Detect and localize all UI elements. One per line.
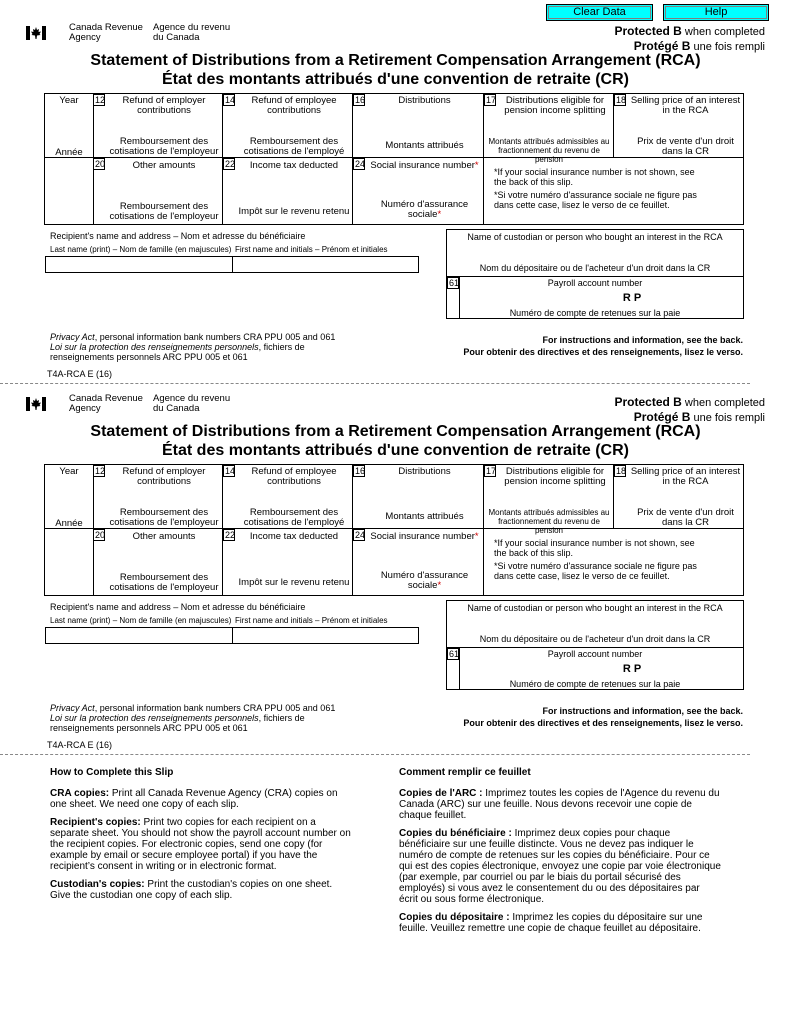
first-name-label: First name and initials – Prénom et initiales	[235, 245, 388, 254]
first-name-input[interactable]	[232, 627, 419, 644]
box-12-label: Refund of employer contributions	[122, 95, 206, 116]
box-12-label: Refund of employer contributions	[122, 466, 206, 487]
box-22-number: 22	[225, 159, 236, 169]
box-22-label: Income tax deducted	[249, 160, 339, 171]
privacy-notice: Privacy Act, personal information bank numbers CRA PPU 005 and 061 Loi sur la protection des renseignements personnels, fichiers de renseignements personnels ARC PPU 005 et 061	[50, 703, 336, 733]
box-16-label: Distributions	[398, 95, 451, 106]
box-16-label: Distributions	[398, 466, 451, 477]
box-14-label-fr: Remboursement des cotisations de l'employé	[243, 507, 345, 528]
rp-label: R P	[622, 292, 642, 304]
clear-data-button[interactable]: Clear Data	[546, 4, 653, 21]
agency-name-en: Canada Revenue Agency	[69, 22, 143, 43]
recipient-label: Recipient's name and address – Nom et adresse du bénéficiaire	[50, 602, 306, 612]
box-14-number: 14	[225, 466, 236, 476]
box-12-number: 12	[95, 95, 106, 105]
box-17-label-fr: Montants attribués admissibles au fractionnement du revenu de pension	[488, 137, 610, 164]
box-16-number: 16	[355, 466, 366, 476]
box-14-label-fr: Remboursement des cotisations de l'employé	[243, 136, 345, 157]
box-14-label: Refund of employee contributions	[251, 95, 337, 116]
year-label: Year	[59, 95, 79, 106]
help-button[interactable]: Help	[663, 4, 769, 21]
box-18-label: Selling price of an interest in the RCA	[630, 466, 741, 487]
instructions-heading-fr: Comment remplir ce feuillet	[399, 767, 531, 778]
box-24-label: Social insurance number*	[370, 160, 479, 171]
box-22-label-fr: Impôt sur le revenu retenu	[238, 577, 350, 588]
form-title-en: Statement of Distributions from a Retirement Compensation Arrangement (RCA)	[90, 52, 701, 69]
box-18-label-fr: Prix de vente d'un droit dans la CR	[637, 136, 734, 157]
canada-flag-icon	[26, 397, 46, 411]
payroll-label: Payroll account number	[547, 278, 643, 288]
instructions-heading: How to Complete this Slip	[50, 767, 174, 778]
box-20-number: 20	[95, 159, 106, 169]
first-name-label: First name and initials – Prénom et initiales	[235, 616, 388, 625]
box-22-label-fr: Impôt sur le revenu retenu	[238, 206, 350, 217]
agency-name-fr: Agence du revenu du Canada	[153, 393, 231, 414]
box-16-number: 16	[355, 95, 366, 105]
privacy-notice: Privacy Act, personal information bank numbers CRA PPU 005 and 061 Loi sur la protection des renseignements personnels, fichiers de renseignements personnels ARC PPU 005 et 061	[50, 332, 336, 362]
see-back-notice: For instructions and information, see the back. Pour obtenir des directives et des renseignements, lisez le verso.	[463, 706, 743, 728]
agency-name-en: Canada Revenue Agency	[69, 393, 143, 414]
custodian-box[interactable]	[446, 229, 744, 319]
box-24-number: 24	[355, 530, 366, 540]
depositaire-copies-text: Copies du dépositaire : Imprimez les copies du dépositaire sur une feuille. Veuillez remettre une copie de chaque feuillet au dépositaire.	[399, 912, 703, 934]
custodian-label: Name of custodian or person who bought an interest in the RCA	[467, 232, 723, 242]
custodian-label: Name of custodian or person who bought an interest in the RCA	[467, 603, 723, 613]
form-id: T4A-RCA E (16)	[47, 369, 113, 379]
agency-name-fr: Agence du revenu du Canada	[153, 22, 231, 43]
box-22-number: 22	[225, 530, 236, 540]
box-20-label: Other amounts	[132, 160, 196, 171]
sin-note-en: *If your social insurance number is not shown, see the back of this slip.	[494, 167, 695, 187]
rp-label: R P	[622, 663, 642, 675]
cra-copies-text: CRA copies: Print all Canada Revenue Agency (CRA) copies on one sheet. We need one copy of each slip.	[50, 788, 338, 810]
box-16-label-fr: Montants attribués	[385, 140, 464, 151]
box-22-label: Income tax deducted	[249, 531, 339, 542]
slip-copy-1	[0, 0, 791, 380]
custodian-label-fr: Nom du dépositaire ou de l'acheteur d'un droit dans la CR	[479, 263, 711, 273]
payroll-label-fr: Numéro de compte de retenues sur la paie	[509, 308, 681, 318]
beneficiaire-copies-text: Copies du bénéficiaire : Imprimez deux copies pour chaque bénéficiaire sur une feuille distincte. Vous ne devez pas indiquer le numéro de compte de retenues sur les copies du bénéficiaire. Pour ce qui est des copies électronique, envoyez une copie par voie électronique (par exemple, par courriel ou par le biais du portail sécurisé des employés) si vous avez le consentement du ou des dépositaires par écrit ou sous forme électronique.	[399, 828, 721, 905]
box-61-number: 61	[449, 649, 460, 659]
box-14-number: 14	[225, 95, 236, 105]
canada-flag-icon	[26, 26, 46, 40]
first-name-input[interactable]	[232, 256, 419, 273]
sin-note-en: *If your social insurance number is not shown, see the back of this slip.	[494, 538, 695, 558]
protected-b-label: Protected B when completed Protégé B une fois rempli	[614, 24, 765, 53]
box-20-label: Other amounts	[132, 531, 196, 542]
box-16-label-fr: Montants attribués	[385, 511, 464, 522]
form-title-fr: État des montants attribués d'une convention de retraite (CR)	[162, 442, 629, 459]
box-20-label-fr: Remboursement des cotisations de l'employeur	[109, 572, 219, 593]
box-18-label: Selling price of an interest in the RCA	[630, 95, 741, 116]
box-17-label-fr: Montants attribués admissibles au fractionnement du revenu de pension	[488, 508, 610, 535]
last-name-label: Last name (print) – Nom de famille (en majuscules)	[50, 245, 232, 254]
box-61-number: 61	[449, 278, 460, 288]
custodian-label-fr: Nom du dépositaire ou de l'acheteur d'un droit dans la CR	[479, 634, 711, 644]
box-18-label-fr: Prix de vente d'un droit dans la CR	[637, 507, 734, 528]
sin-note-fr: *Si votre numéro d'assurance sociale ne figure pas dans cette case, lisez le verso de ce feuillet.	[494, 561, 697, 581]
box-24-label-fr: Numéro d'assurance sociale*	[380, 570, 469, 591]
see-back-notice: For instructions and information, see the back. Pour obtenir des directives et des renseignements, lisez le verso.	[463, 335, 743, 357]
box-17-label: Distributions eligible for pension income splitting	[504, 95, 606, 116]
sin-note-fr: *Si votre numéro d'assurance sociale ne figure pas dans cette case, lisez le verso de ce feuillet.	[494, 190, 697, 210]
payroll-label: Payroll account number	[547, 649, 643, 659]
recipient-label: Recipient's name and address – Nom et adresse du bénéficiaire	[50, 231, 306, 241]
payroll-label-fr: Numéro de compte de retenues sur la paie	[509, 679, 681, 689]
year-label-fr: Année	[55, 518, 83, 529]
box-24-number: 24	[355, 159, 366, 169]
box-12-label-fr: Remboursement des cotisations de l'employeur	[109, 136, 219, 157]
custodian-copies-text: Custodian's copies: Print the custodian's copies on one sheet. Give the custodian one copy of each slip.	[50, 879, 333, 901]
box-20-number: 20	[95, 530, 106, 540]
last-name-input[interactable]	[45, 256, 233, 273]
recipient-copies-text: Recipient's copies: Print two copies for each recipient on a separate sheet. You should not show the payroll account number on the recipient copies. For electronic copies, send one copy (for example by email or secure employee portal) if you have the recipient’s consent in writing or in electronic format.	[50, 817, 351, 872]
slip-copy-2	[0, 371, 791, 751]
box-24-label-fr: Numéro d'assurance sociale*	[380, 199, 469, 220]
year-label-fr: Année	[55, 147, 83, 158]
last-name-input[interactable]	[45, 627, 233, 644]
box-17-label: Distributions eligible for pension income splitting	[504, 466, 606, 487]
box-14-label: Refund of employee contributions	[251, 466, 337, 487]
box-20-label-fr: Remboursement des cotisations de l'employeur	[109, 201, 219, 222]
box-18-number: 18	[616, 95, 627, 105]
arc-copies-text: Copies de l'ARC : Imprimez toutes les copies de l'Agence du revenu du Canada (ARC) sur une feuille. Nous devons recevoir une copie de chaque feuillet.	[399, 788, 720, 821]
box-18-number: 18	[616, 466, 627, 476]
form-title-fr: État des montants attribués d'une convention de retraite (CR)	[162, 71, 629, 88]
box-17-number: 17	[486, 95, 497, 105]
year-label: Year	[59, 466, 79, 477]
box-17-number: 17	[486, 466, 497, 476]
instructions-english	[50, 767, 355, 908]
form-id: T4A-RCA E (16)	[47, 740, 113, 750]
box-24-label: Social insurance number*	[370, 531, 479, 542]
last-name-label: Last name (print) – Nom de famille (en majuscules)	[50, 616, 232, 625]
custodian-box[interactable]	[446, 600, 744, 690]
protected-b-label: Protected B when completed Protégé B une fois rempli	[614, 395, 765, 424]
instructions-french	[399, 767, 721, 941]
form-title-en: Statement of Distributions from a Retirement Compensation Arrangement (RCA)	[90, 423, 701, 440]
box-12-label-fr: Remboursement des cotisations de l'employeur	[109, 507, 219, 528]
box-12-number: 12	[95, 466, 106, 476]
